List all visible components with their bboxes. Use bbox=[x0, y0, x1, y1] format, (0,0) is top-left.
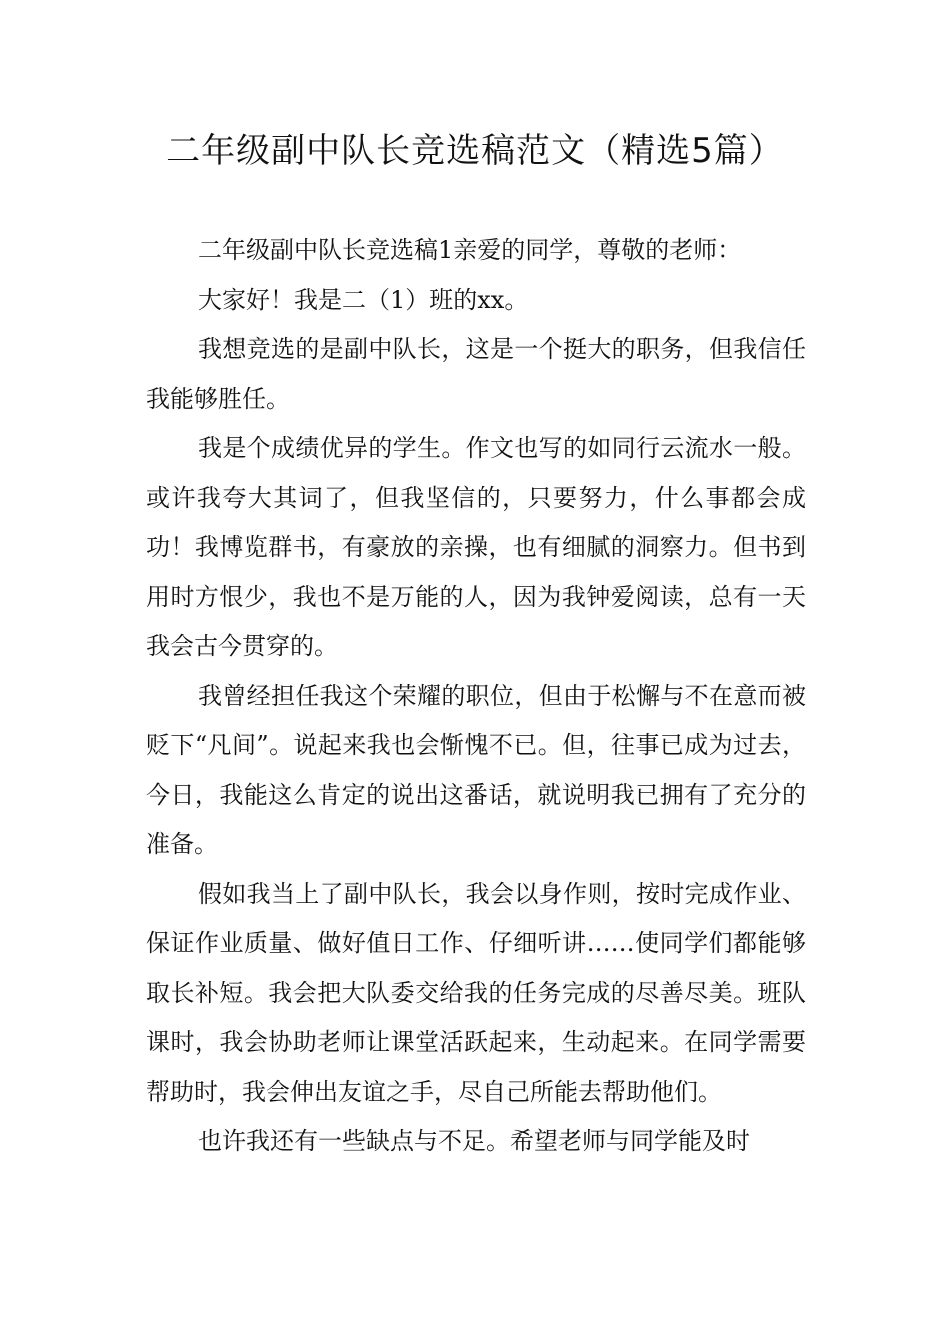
document-title: 二年级副中队长竞选稿范文（精选5篇） bbox=[166, 131, 784, 171]
paragraph-strengths: 我是个成绩优异的学生。作文也写的如同行云流水一般。或许我夸大其词了，但我坚信的，只要努力，什么事都会成功！我博览群书，有豪放的亲操，也有细腻的洞察力。但书到用时方恨少，我也不是万能的人，因为我钟爱阅读，总有一天我会古今贯穿的。 bbox=[146, 434, 806, 660]
paragraph-plans: 假如我当上了副中队长，我会以身作则，按时完成作业、保证作业质量、做好值日工作、仔细听讲……使同学们都能够取长补短。我会把大队委交给我的任务完成的尽善尽美。班队课时，我会协助老师让课堂活跃起来，生动起来。在同学需要帮助时，我会伸出友谊之手，尽自己所能去帮助他们。 bbox=[146, 879, 806, 1106]
paragraph-closing: 也许我还有一些缺点与不足。希望老师与同学能及时 bbox=[198, 1127, 750, 1155]
paragraph-intent: 我想竞选的是副中队长，这是一个挺大的职务，但我信任我能够胜任。 bbox=[146, 335, 806, 413]
paragraph-past: 我曾经担任我这个荣耀的职位，但由于松懈与不在意而被贬下“凡间”。说起来我也会惭愧不已。但，往事已成为过去，今日，我能这么肯定的说出这番话，就说明我已拥有了充分的准备。 bbox=[146, 681, 806, 858]
paragraph-greeting: 大家好！我是二（1）班的xx。 bbox=[198, 285, 529, 314]
document-body bbox=[146, 226, 806, 1167]
paragraph-salutation: 二年级副中队长竞选稿1亲爱的同学，尊敬的老师： bbox=[198, 236, 742, 264]
